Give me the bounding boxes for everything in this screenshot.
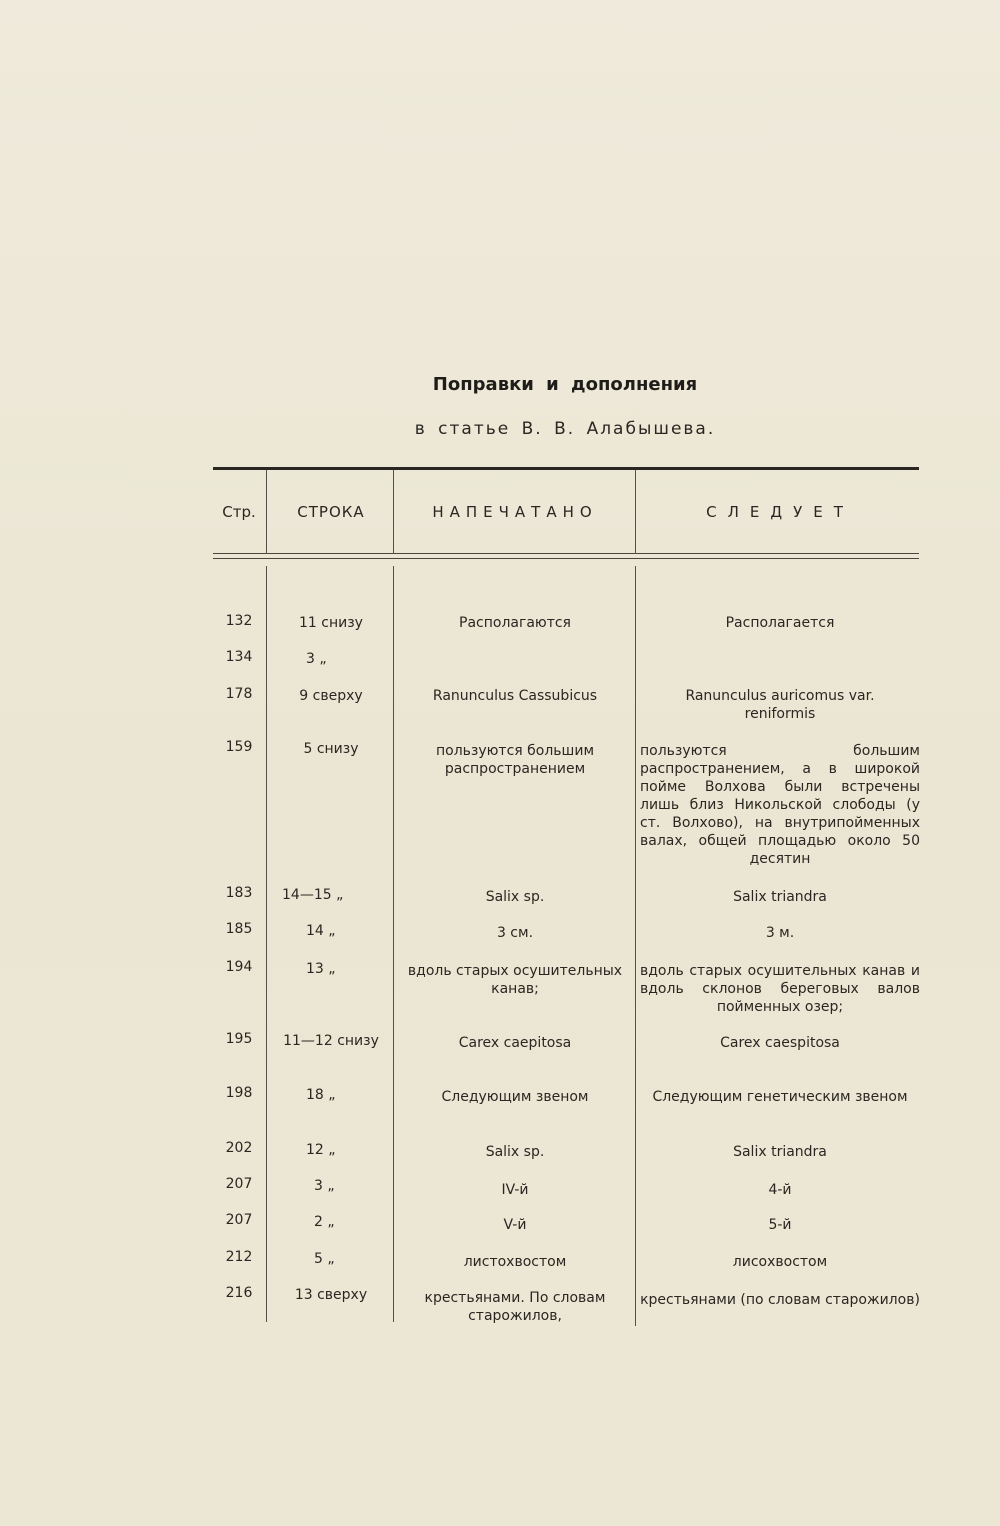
row-line: 12 „ xyxy=(306,1142,336,1158)
row-printed: Располагаются xyxy=(459,615,571,631)
row-printed: IV-й xyxy=(501,1182,529,1198)
row-should: Следующим генетическим звеном xyxy=(652,1089,908,1105)
row-line: 14—15 „ xyxy=(282,887,344,903)
row-page: 212 xyxy=(225,1249,253,1265)
row-printed: 3 см. xyxy=(496,925,534,941)
row-line: 3 „ xyxy=(314,1178,335,1194)
table-header-rule xyxy=(213,553,919,554)
header-line: СТРОКА xyxy=(297,503,365,521)
row-page: 207 xyxy=(225,1176,253,1192)
row-should: Salix triandra xyxy=(733,889,827,905)
row-line: 13 сверху xyxy=(294,1287,368,1303)
row-page: 159 xyxy=(225,739,253,755)
row-page: 183 xyxy=(225,885,253,901)
row-line: 13 „ xyxy=(306,961,336,977)
column-divider xyxy=(266,470,267,554)
row-should: 4-й xyxy=(768,1182,792,1198)
row-page: 198 xyxy=(225,1085,253,1101)
row-should: лисохвостом xyxy=(732,1254,828,1270)
column-divider xyxy=(635,470,636,554)
row-printed: V-й xyxy=(503,1217,527,1233)
row-page: 216 xyxy=(225,1285,253,1301)
header-printed: НАПЕЧАТАНО xyxy=(432,503,598,521)
row-page: 132 xyxy=(225,613,253,629)
column-divider xyxy=(635,566,636,1326)
page-subtitle: в статье В. В. Алабышева. xyxy=(414,419,716,439)
row-line: 5 снизу xyxy=(303,741,359,757)
row-line: 2 „ xyxy=(314,1214,335,1230)
row-should: 3 м. xyxy=(765,925,795,941)
row-page: 194 xyxy=(225,959,253,975)
row-page: 207 xyxy=(225,1212,253,1228)
page-title: Поправки и дополнения xyxy=(432,374,698,395)
header-should: СЛЕДУЕТ xyxy=(706,503,854,521)
row-should: Salix triandra xyxy=(733,1144,827,1160)
row-should: крестьянами (по словам старожилов) xyxy=(640,1292,920,1308)
row-printed: Salix sp. xyxy=(485,1144,545,1160)
row-page: 202 xyxy=(225,1140,253,1156)
row-should: пользуются большим распространением, а в широкой пойме Волхова были встречены лишь близ Никольской слободы (у ст. Волхово), на внутрипойменных валах, общей площадью около 50 десятин xyxy=(640,743,920,867)
row-page: 185 xyxy=(225,921,253,937)
row-printed: Carex caepitosa xyxy=(458,1035,572,1051)
row-line: 5 „ xyxy=(314,1251,335,1267)
row-printed: Ranunculus Cassubicus xyxy=(432,688,598,704)
row-should: Carex caespitosa xyxy=(720,1035,840,1051)
row-should: Располагается xyxy=(725,615,835,631)
row-page: 134 xyxy=(225,649,253,665)
row-line: 3 „ xyxy=(306,651,327,667)
table-header-rule-double xyxy=(213,558,919,559)
row-line: 9 сверху xyxy=(299,688,363,704)
column-divider xyxy=(266,566,267,1322)
row-should: Ranunculus auricomus var. reniformis xyxy=(685,688,875,722)
row-should: вдоль старых осушительных канав и вдоль склонов береговых валов пойменных озер; xyxy=(640,963,920,1015)
row-printed: пользуются большим распространением xyxy=(435,743,595,777)
row-line: 18 „ xyxy=(306,1087,336,1103)
row-printed: вдоль старых осушительных канав; xyxy=(407,963,623,997)
row-printed: Следующим звеном xyxy=(441,1089,589,1105)
row-line: 11 снизу xyxy=(299,615,363,631)
row-printed: Salix sp. xyxy=(485,889,545,905)
row-printed: крестьянами. По словам старожилов, xyxy=(424,1290,606,1324)
column-divider xyxy=(393,566,394,1322)
table-top-rule xyxy=(213,467,919,470)
row-line: 11—12 снизу xyxy=(283,1033,379,1049)
row-should: 5-й xyxy=(768,1217,792,1233)
column-divider xyxy=(393,470,394,554)
row-page: 195 xyxy=(225,1031,253,1047)
header-page: Стр. xyxy=(222,503,256,521)
row-printed: листохвостом xyxy=(463,1254,567,1270)
row-page: 178 xyxy=(225,686,253,702)
row-line: 14 „ xyxy=(306,923,336,939)
